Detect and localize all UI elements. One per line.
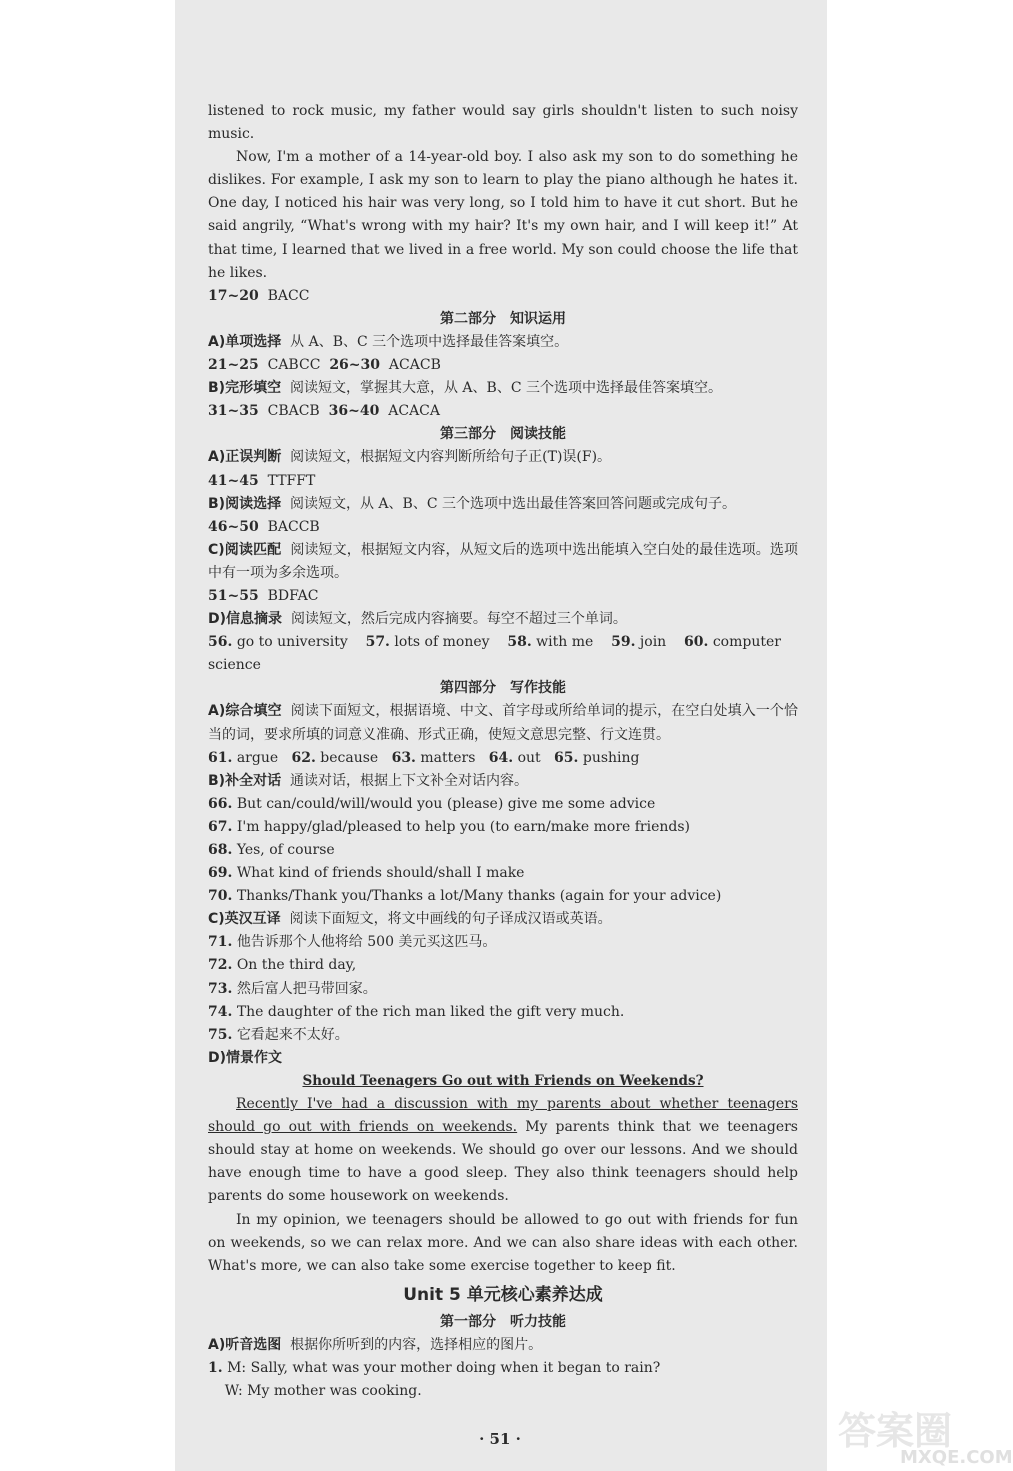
page-number: · 51 · <box>479 1430 521 1448</box>
answer-74: 74. The daughter of the rich man liked the gift very much. <box>208 1003 625 1020</box>
answer-75: 75. 它看起来不太好。 <box>208 1026 349 1043</box>
part3-C: C)阅读匹配 阅读短文，根据短文内容，从短文后的选项中选出能填入空白处的最佳选项。选项中有一项为多余选项。 <box>208 541 798 581</box>
answer-72: 72. On the third day, <box>208 957 357 974</box>
answer-66: 66. But can/could/will/would you (please) give me some advice <box>208 795 656 812</box>
answer-70: 70. Thanks/Thank you/Thanks a lot/Many thanks (again for your advice) <box>208 888 722 905</box>
answer-21-30: 21~25 CABCC 26~30 ACACB <box>208 357 441 374</box>
answer-71: 71. 他告诉那个人他将给 500 美元买这匹马。 <box>208 934 497 951</box>
part2-B: B)完形填空 阅读短文，掌握其大意，从 A、B、C 三个选项中选择最佳答案填空。 <box>208 380 722 397</box>
answer-46-50: 46~50 BACCB <box>208 518 320 535</box>
unit5-A: A)听音选图 根据你所听到的内容，选择相应的图片。 <box>208 1336 543 1353</box>
answer-56-60: 56. go to university 57. lots of money 58. with me 59. join 60. computer science <box>208 634 781 674</box>
part3-A: A)正误判断 阅读短文，根据短文内容判断所给句子正(T)误(F)。 <box>208 449 612 466</box>
essay-title: Should Teenagers Go out with Friends on Weekends? <box>302 1072 704 1089</box>
part2-A: A)单项选择 从 A、B、C 三个选项中选择最佳答案填空。 <box>208 333 569 350</box>
answer-61-65: 61. argue 62. because 63. matters 64. out 65. pushing <box>208 749 640 766</box>
unit5-title: Unit 5 单元核心素养达成 <box>403 1284 603 1305</box>
story-paragraph: Now, I'm a mother of a 14-year-old boy. I also ask my son to do something he dislikes. For example, I ask my son to learn to play the piano although he hates it. One day, I noticed his hair was very long, so I told him to have it cut short. But he said angrily, “What's wrong with my hair? It's my own hair, and I will keep it!” At that time, I learned that we lived in a free world. My son could choose the life that he likes. <box>208 149 798 281</box>
part4-C: C)英汉互译 阅读下面短文，将文中画线的句子译成汉语或英语。 <box>208 911 612 928</box>
part3-B: B)阅读选择 阅读短文，从 A、B、C 三个选项中选出最佳答案回答问题或完成句子。 <box>208 495 736 512</box>
part4-D: D)情景作文 <box>208 1049 283 1066</box>
answer-73: 73. 然后富人把马带回家。 <box>208 980 377 997</box>
answer-68: 68. Yes, of course <box>208 842 335 858</box>
watermark-logo: 答案圈 <box>838 1409 953 1453</box>
part4-title: 第四部分 写作技能 <box>440 680 566 697</box>
essay-paragraph-1: Recently I've had a discussion with my parents about whether teenagers should go out with friends on weekends. My parents think that we teenagers should stay at home on weekends. We should go over our lessons. And we should have enough time to have a good sleep. They also think teenagers should help parents do some housework on weekends. <box>208 1096 798 1205</box>
part4-A: A)综合填空 阅读下面短文，根据语境、中文、首字母或所给单词的提示，在空白处填入一个恰当的词，要求所填的词意义准确、形式正确，使短文意思完整、行文连贯。 <box>208 703 799 743</box>
answer-51-55: 51~55 BDFAC <box>208 587 319 604</box>
answer-17-20: 17~20 BACC <box>208 287 310 304</box>
part3-title: 第三部分 阅读技能 <box>440 426 566 443</box>
unit5-part1-title: 第一部分 听力技能 <box>440 1313 566 1330</box>
answer-67: 67. I'm happy/glad/pleased to help you (to earn/make more friends) <box>208 818 691 835</box>
answer-69: 69. What kind of friends should/shall I make <box>208 865 525 882</box>
answer-41-45: 41~45 TTFFT <box>208 472 316 489</box>
unit5-q1-m: 1. M: Sally, what was your mother doing when it began to rain? <box>208 1360 661 1377</box>
essay-paragraph-2: In my opinion, we teenagers should be allowed to go out with friends for fun on weekends, so we can relax more. And we can also share ideas with each other. What's more, we can also take some exercise together to keep fit. <box>208 1211 798 1274</box>
unit5-q1-w: W: My mother was cooking. <box>224 1383 422 1400</box>
answer-key-content <box>208 100 798 1403</box>
part2-title: 第二部分 知识运用 <box>440 310 566 327</box>
watermark-url: MXQE.COM <box>900 1447 1013 1468</box>
part3-D: D)信息摘录 阅读短文，然后完成内容摘要。每空不超过三个单词。 <box>208 611 627 628</box>
part4-B: B)补全对话 通读对话，根据上下文补全对话内容。 <box>208 772 528 789</box>
answer-31-40: 31~35 CBACB 36~40 ACACA <box>208 403 441 420</box>
story-line: listened to rock music, my father would say girls shouldn't listen to such noisy music. <box>208 103 798 143</box>
